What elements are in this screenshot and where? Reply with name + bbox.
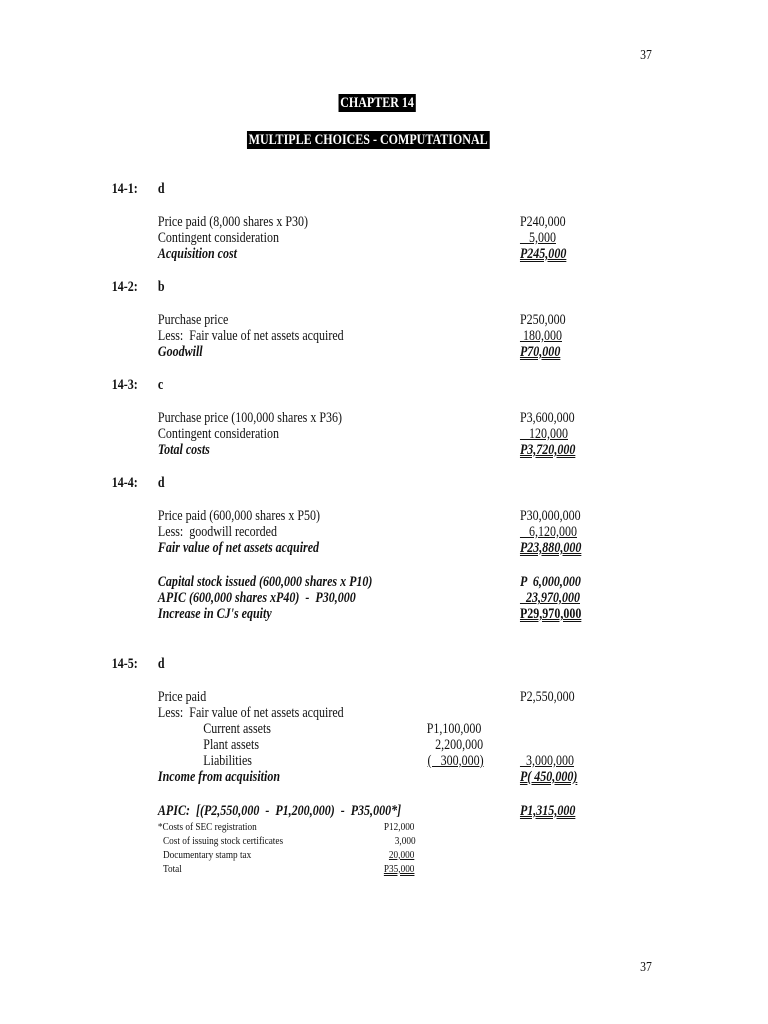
chapter-title: CHAPTER 14 [340,95,414,111]
q1-total-label: Acquisition cost [157,246,237,262]
q4-line1-label: Price paid (600,000 shares x P50) [157,508,321,524]
q2-line2-label: Less: Fair value of net assets acquired [157,328,344,344]
q2-total-value: P70,000 [519,344,561,360]
q1-number: 14-1: [111,181,138,197]
q2-total-label: Goodwill [157,344,203,360]
q4-line6-label: Increase in CJ's equity [157,606,272,622]
q5-cost-value-3: 20,000 [388,849,415,861]
q2-number: 14-2: [111,279,138,295]
q5-plant-assets-value: 2,200,000 [435,737,484,753]
q2-line2-value: 180,000 [519,328,562,344]
section-title: MULTIPLE CHOICES - COMPUTATIONAL [248,132,488,148]
q4-line1-value: P30,000,000 [519,508,581,524]
q1-line1-value: P240,000 [519,214,566,230]
q4-answer: d [157,475,165,491]
q3-answer: c [157,377,164,393]
q5-current-assets-value: P1,100,000 [426,721,482,737]
q3-line2-label: Contingent consideration [157,426,279,442]
q5-number: 14-5: [111,656,138,672]
q3-line1-value: P3,600,000 [519,410,575,426]
q5-line1-value: P2,550,000 [519,689,575,705]
q1-line1-label: Price paid (8,000 shares x P30) [157,214,309,230]
q4-line5-label: APIC (600,000 shares xP40) - P30,000 [157,590,356,606]
q4-line2-value: 6,120,000 [519,524,578,540]
page-number-top: 37 [640,48,652,63]
q5-liabilities-label: Liabilities [203,753,252,769]
q4-line3-label: Fair value of net assets acquired [157,540,320,556]
q2-line1-value: P250,000 [519,312,566,328]
q4-number: 14-4: [111,475,138,491]
q5-cost-value-1: P12,000 [383,821,415,833]
q2-answer: b [157,279,165,295]
q4-line4-label: Capital stock issued (600,000 shares x P10) [157,574,373,590]
q5-cost-label-2: Cost of issuing stock certificates [162,835,284,847]
q5-cost-label-3: Documentary stamp tax [162,849,252,861]
q3-line1-label: Purchase price (100,000 shares x P36) [157,410,343,426]
q3-total-value: P3,720,000 [519,442,576,458]
q1-answer: d [157,181,165,197]
q5-liabilities-value: ( 300,000) [427,753,484,769]
q5-current-assets-label: Current assets [203,721,271,737]
q5-apic-label: APIC: [(P2,550,000 - P1,200,000) - P35,000*] [157,803,402,819]
q5-cost-label-1: *Costs of SEC registration [157,821,257,833]
q4-line3-value: P23,880,000 [519,540,582,556]
q5-cost-label-4: Total [162,863,182,875]
q5-line1-label: Price paid [157,689,207,705]
q5-plant-assets-label: Plant assets [203,737,259,753]
q5-cost-value-4: P35,000 [383,863,415,875]
q4-line2-label: Less: goodwill recorded [157,524,277,540]
q3-line2-value: 120,000 [519,426,568,442]
q4-line6-value: P29,970,000 [519,606,582,622]
q5-apic-value: P1,315,000 [519,803,576,819]
q1-line2-value: 5,000 [519,230,556,246]
q5-line2-label: Less: Fair value of net assets acquired [157,705,344,721]
page-number-bottom: 37 [640,960,652,975]
q3-number: 14-3: [111,377,138,393]
q5-cost-value-2: 3,000 [394,835,416,847]
q5-income-value: P( 450,000) [519,769,578,785]
q4-line4-value: P 6,000,000 [519,574,581,590]
q5-income-label: Income from acquisition [157,769,281,785]
q5-liabilities-total: 3,000,000 [519,753,575,769]
q1-total-value: P245,000 [519,246,567,262]
q3-total-label: Total costs [157,442,210,458]
q2-line1-label: Purchase price [157,312,229,328]
q1-line2-label: Contingent consideration [157,230,279,246]
q4-line5-value: 23,970,000 [519,590,581,606]
q5-answer: d [157,656,165,672]
